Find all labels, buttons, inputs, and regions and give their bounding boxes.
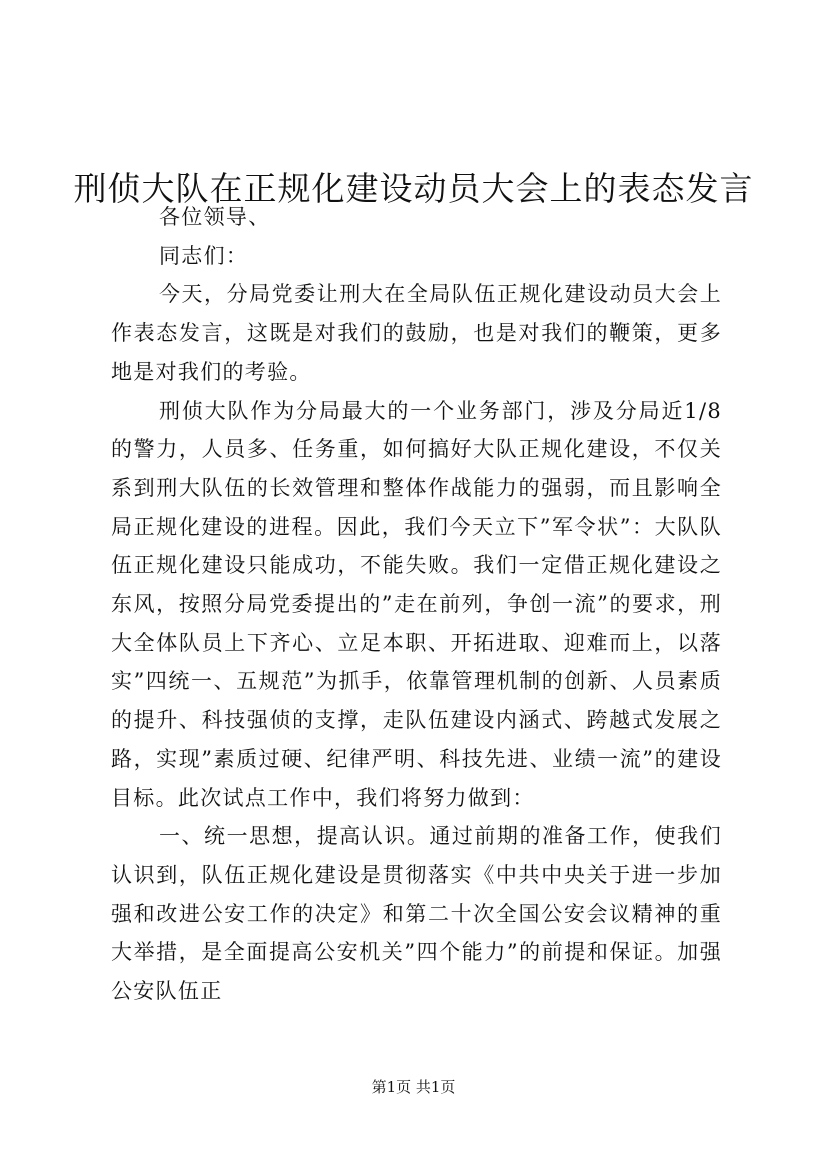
salutation-line-1: 各位领导、: [159, 205, 271, 229]
paragraph-pledge: 刑侦大队作为分局最大的一个业务部门，涉及分局近1/8的警力，人员多、任务重，如何搞好大队正规化建设，不仅关系到刑大队伍的长效管理和整体作战能力的强弱，而且影响全局正规化建设的进程。因此，我们今天立下”军令状”：大队队伍正规化建设只能成功，不能失败。我们一定借正规化建设之东风，按照分局党委提出的”走在前列，争创一流”的要求，刑大全体队员上下齐心、立足本职、开拓进取、迎难而上，以落实”四统一、五规范”为抓手，依靠管理机制的创新、人员素质的提升、科技强侦的支撑，走队伍建设内涵式、跨越式发展之路，实现”素质过硬、纪律严明、科技先进、业绩一流”的建设目标。此次试点工作中，我们将努力做到：: [111, 398, 722, 810]
document-body: [111, 198, 722, 1011]
paragraph-point-one: 一、统一思想，提高认识。通过前期的准备工作，使我们认识到，队伍正规化建设是贯彻落实《中共中央关于进一步加强和改进公安工作的决定》和第二十次全国公安会议精神的重大举措，是全面提高公安机关”四个能力”的前提和保证。加强公安队伍正: [111, 824, 722, 1004]
salutation-line-2: 同志们：: [159, 243, 249, 268]
page-number-footer: 第1页 共1页: [371, 1078, 456, 1096]
document-title: 刑侦大队在正规化建设动员大会上的表态发言: [73, 169, 754, 209]
paragraph-intro: 今天，分局党委让刑大在全局队伍正规化建设动员大会上作表态发言，这既是对我们的鼓励，也是对我们的鞭策，更多地是对我们的考验。: [111, 282, 722, 384]
